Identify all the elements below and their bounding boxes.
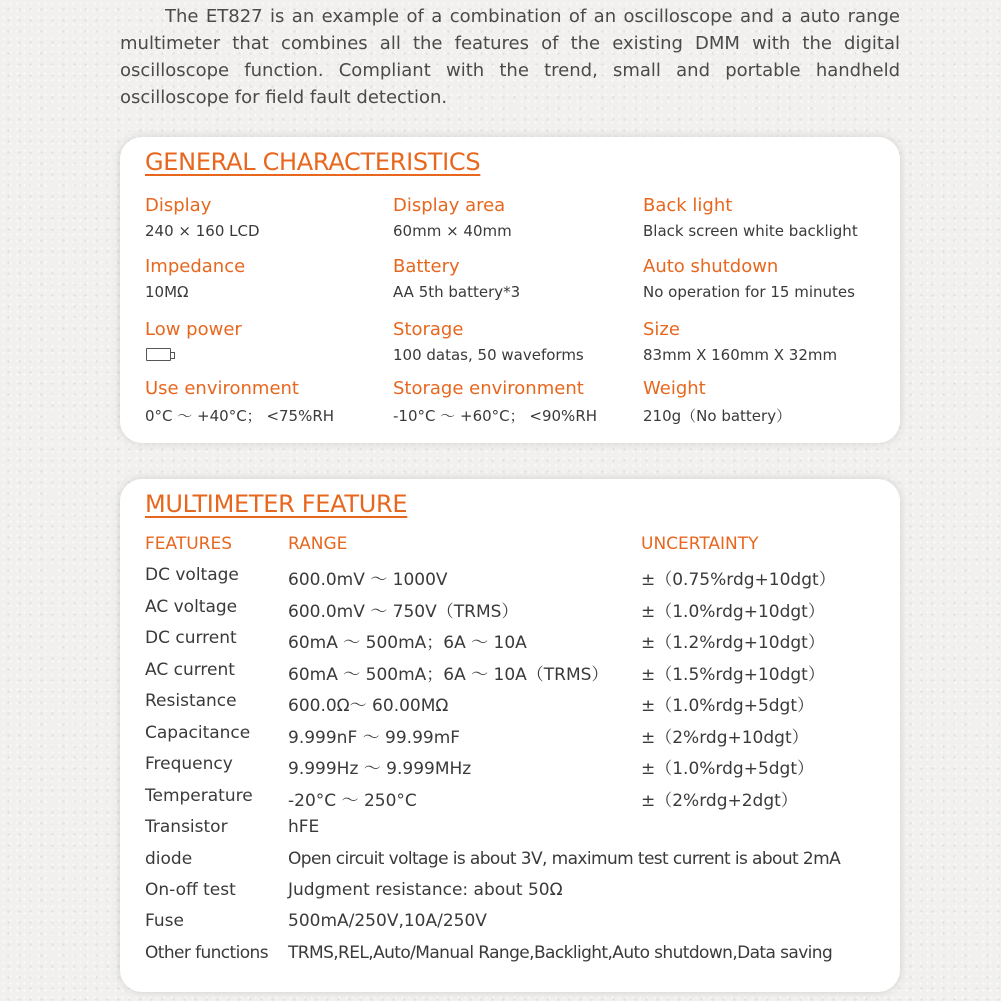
range-column-header: RANGE: [288, 534, 348, 554]
feature-cell: AC voltage: [145, 597, 238, 617]
spec-value: 210g（No battery）: [643, 407, 792, 425]
range-cell: 600.0mV ～ 1000V: [288, 570, 448, 590]
spec-label: Size: [643, 319, 680, 340]
spec-value: Black screen white backlight: [643, 222, 858, 240]
spec-battery: [393, 256, 633, 301]
uncertainty-cell: ±（2%rdg+2dgt）: [641, 791, 798, 811]
uncertainty-cell: ±（1.0%rdg+5dgt）: [641, 696, 815, 716]
spec-value: No operation for 15 minutes: [643, 283, 855, 301]
feature-cell: Other functions: [145, 943, 268, 963]
range-cell: Judgment resistance: about 50Ω: [288, 880, 563, 900]
range-cell: 60mA ～ 500mA；6A ～ 10A: [288, 633, 527, 653]
range-cell: Open circuit voltage is about 3V, maximum test current is about 2mA: [288, 849, 841, 869]
battery-icon: [146, 348, 171, 361]
spec-back-light: [643, 195, 883, 240]
spec-label: Display: [145, 195, 212, 216]
table-row: [120, 849, 900, 880]
feature-cell: Frequency: [145, 754, 233, 774]
uncertainty-cell: ±（1.0%rdg+5dgt）: [641, 759, 815, 779]
table-row: [120, 723, 900, 754]
range-cell: 500mA/250V,10A/250V: [288, 911, 487, 931]
range-cell: 600.0mV ～ 750V（TRMS）: [288, 602, 519, 622]
table-row: [120, 691, 900, 722]
spec-auto-shutdown: [643, 256, 883, 301]
range-cell: 9.999nF ～ 99.99mF: [288, 728, 461, 748]
feature-cell: On-off test: [145, 880, 236, 900]
feature-cell: diode: [145, 849, 193, 869]
uncertainty-cell: ±（1.2%rdg+10dgt）: [641, 633, 825, 653]
spec-value: 0°C ～ +40°C； <75%RH: [145, 407, 335, 425]
uncertainty-column-header: UNCERTAINTY: [641, 534, 759, 554]
spec-value: 240 × 160 LCD: [145, 222, 260, 240]
multimeter-feature-title: MULTIMETER FEATURE: [145, 490, 408, 518]
spec-label: Impedance: [145, 256, 246, 277]
feature-cell: Resistance: [145, 691, 237, 711]
uncertainty-cell: ±（2%rdg+10dgt）: [641, 728, 809, 748]
feature-cell: AC current: [145, 660, 235, 680]
intro-paragraph: The ET827 is an example of a combination of an oscilloscope and a auto range multimeter that combines all the features of the existing DMM with the digital oscilloscope function. Compliant with the trend, small and portable handheld oscilloscope for field fault detection.: [120, 6, 900, 108]
spec-value: AA 5th battery*3: [393, 283, 521, 301]
uncertainty-cell: ±（0.75%rdg+10dgt）: [641, 570, 836, 590]
spec-display-area: [393, 195, 633, 240]
table-row: [120, 786, 900, 817]
spec-label: Low power: [145, 319, 242, 340]
spec-label: Weight: [643, 378, 706, 399]
table-row: [120, 597, 900, 628]
spec-label: Use environment: [145, 378, 299, 399]
range-cell: 60mA ～ 500mA；6A ～ 10A（TRMS）: [288, 665, 609, 685]
table-row: [120, 628, 900, 659]
table-row: [120, 911, 900, 942]
spec-label: Storage: [393, 319, 464, 340]
general-characteristics-title: GENERAL CHARACTERISTICS: [145, 148, 481, 176]
spec-value: 10MΩ: [145, 283, 189, 301]
spec-label: Auto shutdown: [643, 256, 779, 277]
spec-value: -10°C ～ +60°C； <90%RH: [393, 407, 598, 425]
feature-cell: Fuse: [145, 911, 184, 931]
range-cell: hFE: [288, 817, 320, 837]
spec-display: [145, 195, 385, 240]
table-row: [120, 880, 900, 911]
spec-storage: [393, 319, 633, 364]
feature-cell: Capacitance: [145, 723, 251, 743]
spec-label: Display area: [393, 195, 506, 216]
spec-value: 83mm X 160mm X 32mm: [643, 346, 838, 364]
spec-value: 100 datas, 50 waveforms: [393, 346, 584, 364]
multimeter-feature-card: [120, 479, 900, 992]
spec-size: [643, 319, 883, 364]
spec-value: 60mm × 40mm: [393, 222, 512, 240]
spec-use-environment: [145, 378, 385, 426]
features-column-header: FEATURES: [145, 534, 233, 554]
table-row: [120, 660, 900, 691]
spec-storage-environment: [393, 378, 633, 426]
spec-label: Battery: [393, 256, 460, 277]
uncertainty-cell: ±（1.5%rdg+10dgt）: [641, 665, 825, 685]
spec-label: Storage environment: [393, 378, 584, 399]
spec-label: Back light: [643, 195, 733, 216]
general-characteristics-card: [120, 137, 900, 443]
feature-cell: DC current: [145, 628, 237, 648]
table-row: [120, 565, 900, 596]
spec-low-power: [145, 319, 385, 365]
table-row: [120, 817, 900, 848]
spec-weight: [643, 378, 883, 426]
table-row: [120, 943, 900, 974]
table-row: [120, 754, 900, 785]
feature-cell: DC voltage: [145, 565, 239, 585]
feature-cell: Temperature: [145, 786, 253, 806]
uncertainty-cell: ±（1.0%rdg+10dgt）: [641, 602, 825, 622]
spec-impedance: [145, 256, 385, 301]
range-cell: TRMS,REL,Auto/Manual Range,Backlight,Auto shutdown,Data saving: [288, 943, 833, 963]
feature-cell: Transistor: [145, 817, 228, 837]
range-cell: 600.0Ω～ 60.00MΩ: [288, 696, 449, 716]
range-cell: 9.999Hz ～ 9.999MHz: [288, 759, 472, 779]
range-cell: -20°C ～ 250°C: [288, 791, 417, 811]
